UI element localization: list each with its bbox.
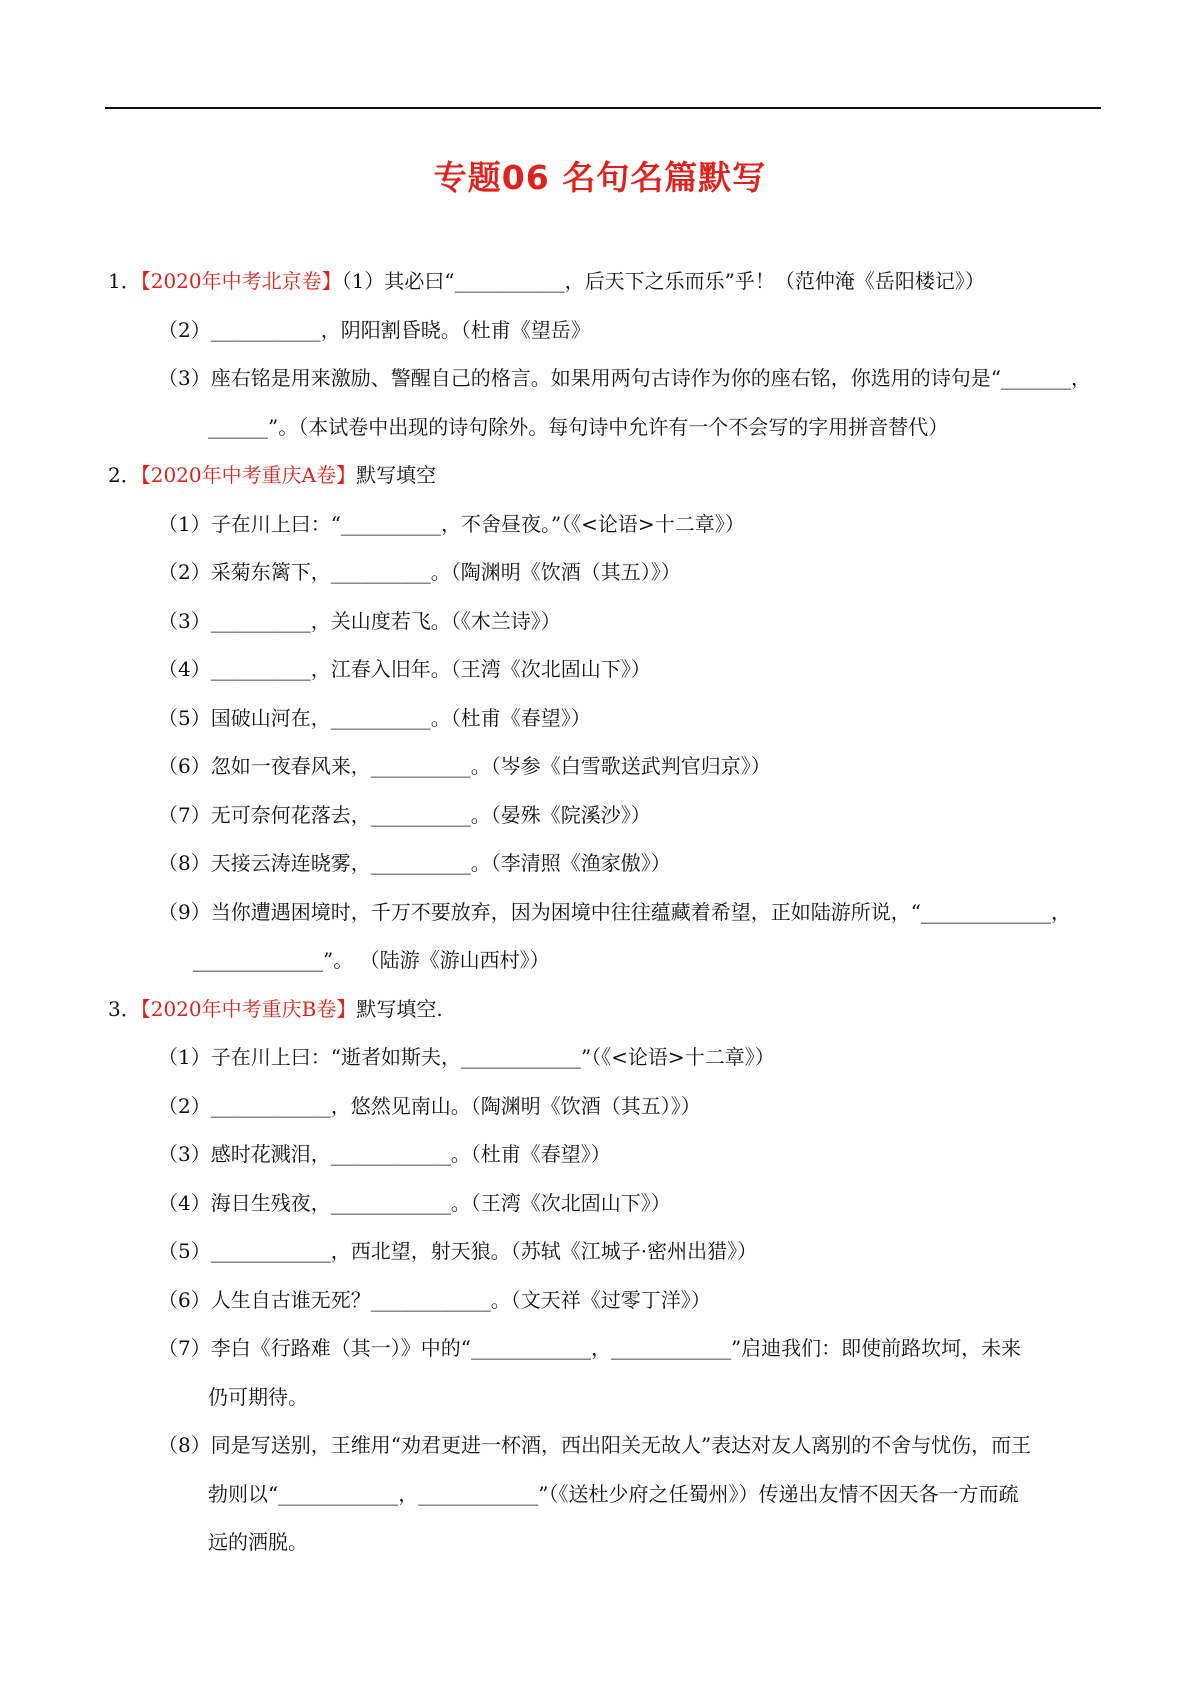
question-line: （2）采菊东篱下，__________。（陶渊明《饮酒（其五）》） [158, 560, 681, 584]
question-line: 远的洒脱。 [208, 1530, 308, 1554]
question-instruction: 默写填空. [356, 996, 443, 1021]
question-3-header [108, 991, 1100, 1040]
question-line: （2）___________，阴阳割昏晓。（杜甫《望岳》 [158, 317, 591, 342]
question-line: _____________”。 （陆游《游山西村》） [193, 948, 550, 972]
question-line: （1）其必曰“___________，后天下之乐而乐”乎！（范仲淹《岳阳楼记》） [341, 269, 985, 293]
question-number: 1． [108, 269, 141, 293]
question-source: 【2020年中考重庆B卷】 [140, 996, 357, 1021]
header-rule [105, 107, 1101, 109]
question-line: （5）____________，西北望，射天狼。（苏轼《江城子·密州出猎》） [158, 1239, 758, 1263]
question-line: （6）忽如一夜春风来，__________。（岑参《白雪歌送武判官归京》） [158, 754, 771, 778]
question-line: （2）____________，悠然见南山。（陶渊明《饮酒（其五）》） [158, 1093, 701, 1118]
question-line: （6）人生自古谁无死？____________。（文天祥《过零丁洋》） [158, 1287, 711, 1312]
question-line: （8）同是写送别，王维用“劝君更进一杯酒，西出阳关无故人”表达对友人离别的不舍与忧伤，而王 [158, 1433, 1032, 1457]
question-instruction: 默写填空 [356, 463, 437, 487]
question-line: 勃则以“____________，____________”（《送杜少府之任蜀州》）传递出友情不因天各一方而疏 [208, 1481, 1019, 1506]
page-title: 专题06 名句名篇默写 [433, 158, 767, 197]
question-line: （3）__________，关山度若飞。（《木兰诗》） [158, 608, 561, 633]
question-line: （4）__________，江春入旧年。（王湾《次北固山下》） [158, 657, 651, 681]
question-2-header [108, 457, 1100, 506]
question-number: 3． [108, 996, 141, 1021]
question-1-header [108, 263, 1100, 312]
question-source: 【2020年中考重庆A卷】 [140, 463, 357, 487]
question-line: （5）国破山河在，__________。（杜甫《春望》） [158, 705, 591, 730]
question-number: 2． [108, 463, 141, 487]
question-line: （9）当你遭遇困境时，千万不要放弃，因为困境中往往蕴藏着希望，正如陆游所说，“_____________， [158, 899, 1071, 924]
question-line: （7）无可奈何花落去，__________。（晏殊《院溪沙》） [158, 802, 651, 827]
question-source: 【2020年中考北京卷】 [140, 269, 342, 293]
question-line: （1）子在川上曰：“__________，不舍昼夜。”（《<论语>十二章》） [158, 511, 745, 536]
question-line: （3）感时花溅泪，____________。（杜甫《春望》） [158, 1142, 611, 1166]
question-line: （8）天接云涛连晓雾，__________。（李清照《渔家傲》） [158, 851, 671, 875]
question-line: （4）海日生残夜，____________。（王湾《次北固山下》） [158, 1190, 671, 1215]
question-line: （7）李白《行路难（其一）》中的“____________，____________”启迪我们：即使前路坎坷，未来 [158, 1336, 1022, 1360]
document-body [108, 263, 1100, 1573]
question-line: （1）子在川上曰：“逝者如斯夫，____________”（《<论语>十二章》） [158, 1045, 775, 1069]
question-line: ______”。（本试卷中出现的诗句除外。每句诗中允许有一个不会写的字用拼音替代） [208, 414, 949, 439]
question-line: （3）座右铭是用来激励、警醒自己的格言。如果用两句古诗作为你的座右铭，你选用的诗句是“_______， [158, 366, 1091, 390]
question-line: 仍可期待。 [208, 1384, 308, 1409]
